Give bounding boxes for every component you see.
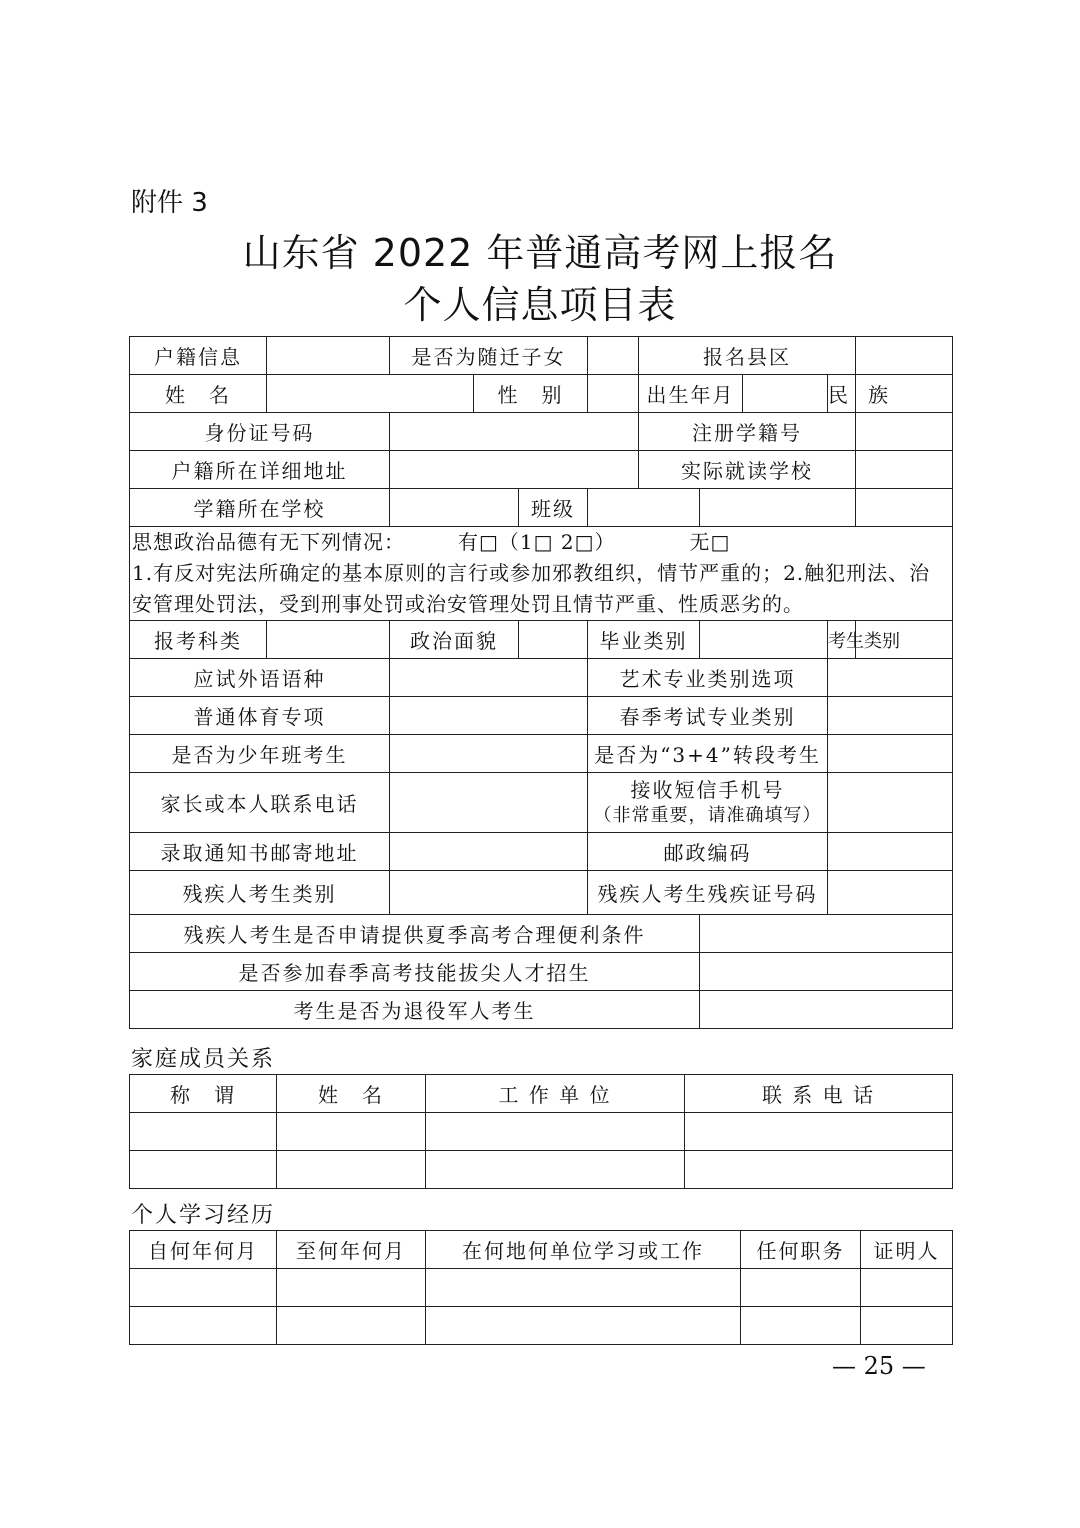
table-cell[interactable] [277,1269,426,1307]
study-header-position: 任何职务 [741,1231,861,1269]
family-table [129,1074,953,1189]
sports-label: 普通体育专项 [130,697,390,735]
table-cell[interactable] [130,1113,277,1151]
contact-phone-cell[interactable] [390,773,588,833]
family-header-phone: 联 系 电 话 [685,1075,953,1113]
register-xueji-cell[interactable] [856,413,953,451]
ethnicity-label: 民 族 [828,375,856,413]
sms-phone-cell[interactable] [828,773,953,833]
political-conduct-criteria: 1.有反对宪法所确定的基本原则的言行或参加邪教组织，情节严重的；2.触犯刑法、治安管理处罚法，受到刑事处罚或治安管理处罚且情节严重、性质恶劣的。 [132,561,931,616]
art-major-label: 艺术专业类别选项 [588,659,828,697]
suiqian-label: 是否为随迁子女 [390,337,588,375]
huji-info-cell[interactable] [267,337,390,375]
accommodation-cell[interactable] [700,915,953,953]
attachment-label: 附件 3 [131,188,208,218]
veteran-cell[interactable] [700,991,953,1029]
notice-address-cell[interactable] [390,833,588,871]
veteran-label: 考生是否为退役军人考生 [130,991,700,1029]
graduation-type-label: 毕业类别 [588,621,700,659]
spring-major-label: 春季考试专业类别 [588,697,828,735]
page-title-line1: 山东省 2022 年普通高考网上报名 [242,231,838,275]
disability-cert-label: 残疾人考生残疾证号码 [588,871,828,915]
political-conduct-cell [130,527,953,621]
family-section-title: 家庭成员关系 [131,1047,276,1072]
accommodation-label: 残疾人考生是否申请提供夏季高考合理便利条件 [130,915,700,953]
transfer-cell[interactable] [828,735,953,773]
table-row [130,1151,953,1189]
table-cell[interactable] [426,1151,685,1189]
family-header-name: 姓 名 [277,1075,426,1113]
table-cell[interactable] [426,1113,685,1151]
xueji-school-cell[interactable] [390,489,519,527]
juvenile-class-cell[interactable] [390,735,588,773]
id-number-label: 身份证号码 [130,413,390,451]
table-row [130,1269,953,1307]
graduation-type-cell[interactable] [700,621,828,659]
birth-label: 出生年月 [639,375,743,413]
table-cell[interactable] [277,1113,426,1151]
sports-cell[interactable] [390,697,588,735]
art-major-cell[interactable] [828,659,953,697]
sms-phone-label-cell [588,773,828,833]
study-header-witness: 证明人 [861,1231,953,1269]
table-cell[interactable] [130,1307,277,1345]
postcode-label: 邮政编码 [588,833,828,871]
political-status-label: 政治面貌 [390,621,519,659]
study-header-place: 在何地何单位学习或工作 [426,1231,741,1269]
study-table [129,1230,953,1345]
study-header-to: 至何年何月 [277,1231,426,1269]
birth-cell[interactable] [743,375,828,413]
juvenile-class-label: 是否为少年班考生 [130,735,390,773]
table-cell[interactable] [426,1269,741,1307]
name-cell[interactable] [267,375,474,413]
actual-school-label: 实际就读学校 [639,451,856,489]
huji-address-label: 户籍所在详细地址 [130,451,390,489]
family-header-employer: 工 作 单 位 [426,1075,685,1113]
blank-cell[interactable] [700,489,856,527]
political-status-cell[interactable] [519,621,588,659]
table-row [130,1113,953,1151]
study-header-from: 自何年何月 [130,1231,277,1269]
sms-phone-label: 接收短信手机号 [630,777,785,802]
skill-talent-cell[interactable] [700,953,953,991]
spring-major-cell[interactable] [828,697,953,735]
notice-address-label: 录取通知书邮寄地址 [130,833,390,871]
foreign-language-label: 应试外语语种 [130,659,390,697]
baoming-xianqu-label: 报名县区 [639,337,856,375]
table-cell[interactable] [130,1151,277,1189]
table-cell[interactable] [130,1269,277,1307]
page-title-line2: 个人信息项目表 [403,283,677,327]
contact-phone-label: 家长或本人联系电话 [130,773,390,833]
transfer-label: 是否为“3+4”转段考生 [588,735,828,773]
sms-phone-note: （非常重要，请准确填写） [593,804,822,826]
huji-info-label: 户籍信息 [130,337,267,375]
class-cell[interactable] [588,489,700,527]
table-cell[interactable] [685,1151,953,1189]
register-xueji-label: 注册学籍号 [639,413,856,451]
blank-cell[interactable] [856,489,953,527]
actual-school-cell[interactable] [856,451,953,489]
table-cell[interactable] [277,1307,426,1345]
disability-type-label: 残疾人考生类别 [130,871,390,915]
gender-cell[interactable] [588,375,639,413]
study-section-title: 个人学习经历 [131,1203,276,1228]
main-info-table [129,336,953,1029]
baokao-kelei-label: 报考科类 [130,621,267,659]
class-label: 班级 [519,489,588,527]
table-cell[interactable] [861,1307,953,1345]
table-cell[interactable] [277,1151,426,1189]
table-cell[interactable] [685,1113,953,1151]
table-cell[interactable] [426,1307,741,1345]
foreign-language-cell[interactable] [390,659,588,697]
table-cell[interactable] [861,1269,953,1307]
table-cell[interactable] [741,1269,861,1307]
family-header-relation: 称 谓 [130,1075,277,1113]
id-number-cell[interactable] [390,413,639,451]
gender-label: 性 别 [474,375,588,413]
table-cell[interactable] [741,1307,861,1345]
xueji-school-label: 学籍所在学校 [130,489,390,527]
table-row [130,1307,953,1345]
skill-talent-label: 是否参加春季高考技能拔尖人才招生 [130,953,700,991]
candidate-type-label: 考生类别 [828,621,856,659]
disability-cert-cell[interactable] [828,871,953,915]
huji-address-cell[interactable] [390,451,639,489]
baoming-xianqu-cell[interactable] [856,337,953,375]
disability-type-cell[interactable] [390,871,588,915]
political-conduct-question: 思想政治品德有无下列情况： 有□（1□ 2□） 无□ [132,530,731,554]
postcode-cell[interactable] [828,833,953,871]
name-label: 姓 名 [130,375,267,413]
baokao-kelei-cell[interactable] [267,621,390,659]
suiqian-cell[interactable] [588,337,639,375]
page-number: — 25 — [832,1352,926,1380]
